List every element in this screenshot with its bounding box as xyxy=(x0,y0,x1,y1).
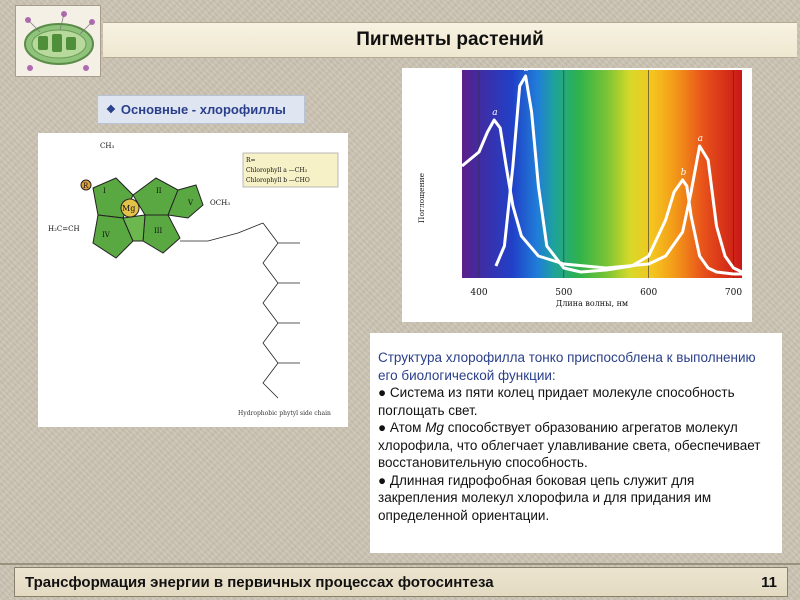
slide-title: Пигменты растений xyxy=(356,29,544,50)
bullet-mg-start: ● Атом xyxy=(378,420,426,435)
mg-italic: Mg xyxy=(425,420,444,435)
series-label-a-1: a xyxy=(697,134,703,144)
chlorophyll-structure-panel xyxy=(38,133,348,427)
chlorophyll-structure-diagram xyxy=(38,133,348,427)
ring-iii-label: III xyxy=(154,227,163,235)
x-tick-label-400: 400 xyxy=(470,288,488,298)
ring-iv-label: IV xyxy=(102,231,110,239)
chloroplast-logo-image xyxy=(15,5,101,77)
x-tick-label-500: 500 xyxy=(555,288,573,298)
ch3-top-label: CH₃ xyxy=(100,142,115,150)
footer-title: Трансформация энергии в первичных процессах фотосинтеза xyxy=(25,573,494,591)
legend-chlorophyll-a: Chlorophyll a —CH₃ xyxy=(246,167,308,174)
bullet-mg-end: способствует образованию агрегатов молекул хлорофила, что облегчает улавливание света, обеспечивает восстановительную способность. xyxy=(378,420,761,470)
subtitle-box xyxy=(97,95,305,124)
footer-divider xyxy=(0,563,800,565)
series-label-b-0: b xyxy=(523,68,530,74)
page-number: 11 xyxy=(761,573,777,591)
ring-v-label: V xyxy=(188,199,194,207)
x-axis-label: Длина волны, нм xyxy=(555,299,629,308)
subtitle-text: Основные - хлорофиллы xyxy=(120,102,286,117)
vinyl-group-label: H₂C=CH xyxy=(48,225,80,233)
bullet-phytyl-chain: ● Длинная гидрофобная боковая цепь служит для закрепления молекул хлорофила и для придания им определенной ориентации. xyxy=(378,472,712,523)
bullet-rings: ● Система из пяти колец придает молекуле способность поглощать свет. xyxy=(378,385,735,418)
series-label-b-1: b xyxy=(680,168,687,178)
legend-chlorophyll-b: Chlorophyll b —CHO xyxy=(246,177,310,184)
title-bar xyxy=(103,22,797,58)
chloroplast-icon xyxy=(16,6,102,78)
y-axis-label: Поглощение xyxy=(417,172,426,224)
series-label-a-0: a xyxy=(492,108,498,118)
och3-label: OCH₃ xyxy=(210,199,231,207)
intro-paragraph: Структура хлорофилла тонко приспособлена к выполнению его биологической функции: xyxy=(378,350,756,383)
diamond-bullet-icon: ❖ xyxy=(106,104,116,116)
x-tick-label-600: 600 xyxy=(640,288,658,298)
footer-bar xyxy=(14,567,788,597)
absorption-spectrum-panel xyxy=(402,68,752,322)
x-tick-label-700: 700 xyxy=(724,288,743,298)
absorption-spectrum-chart xyxy=(402,68,752,322)
bullet-mg xyxy=(378,419,774,472)
r-group-label: R xyxy=(83,182,89,190)
ring-i-label: I xyxy=(103,187,106,195)
description-text-panel xyxy=(370,333,782,553)
phytyl-caption: Hydrophobic phytyl side chain xyxy=(238,410,331,417)
legend-r: R= xyxy=(246,157,256,164)
mg-atom-label: Mg xyxy=(122,204,136,213)
ring-ii-label: II xyxy=(156,187,162,195)
